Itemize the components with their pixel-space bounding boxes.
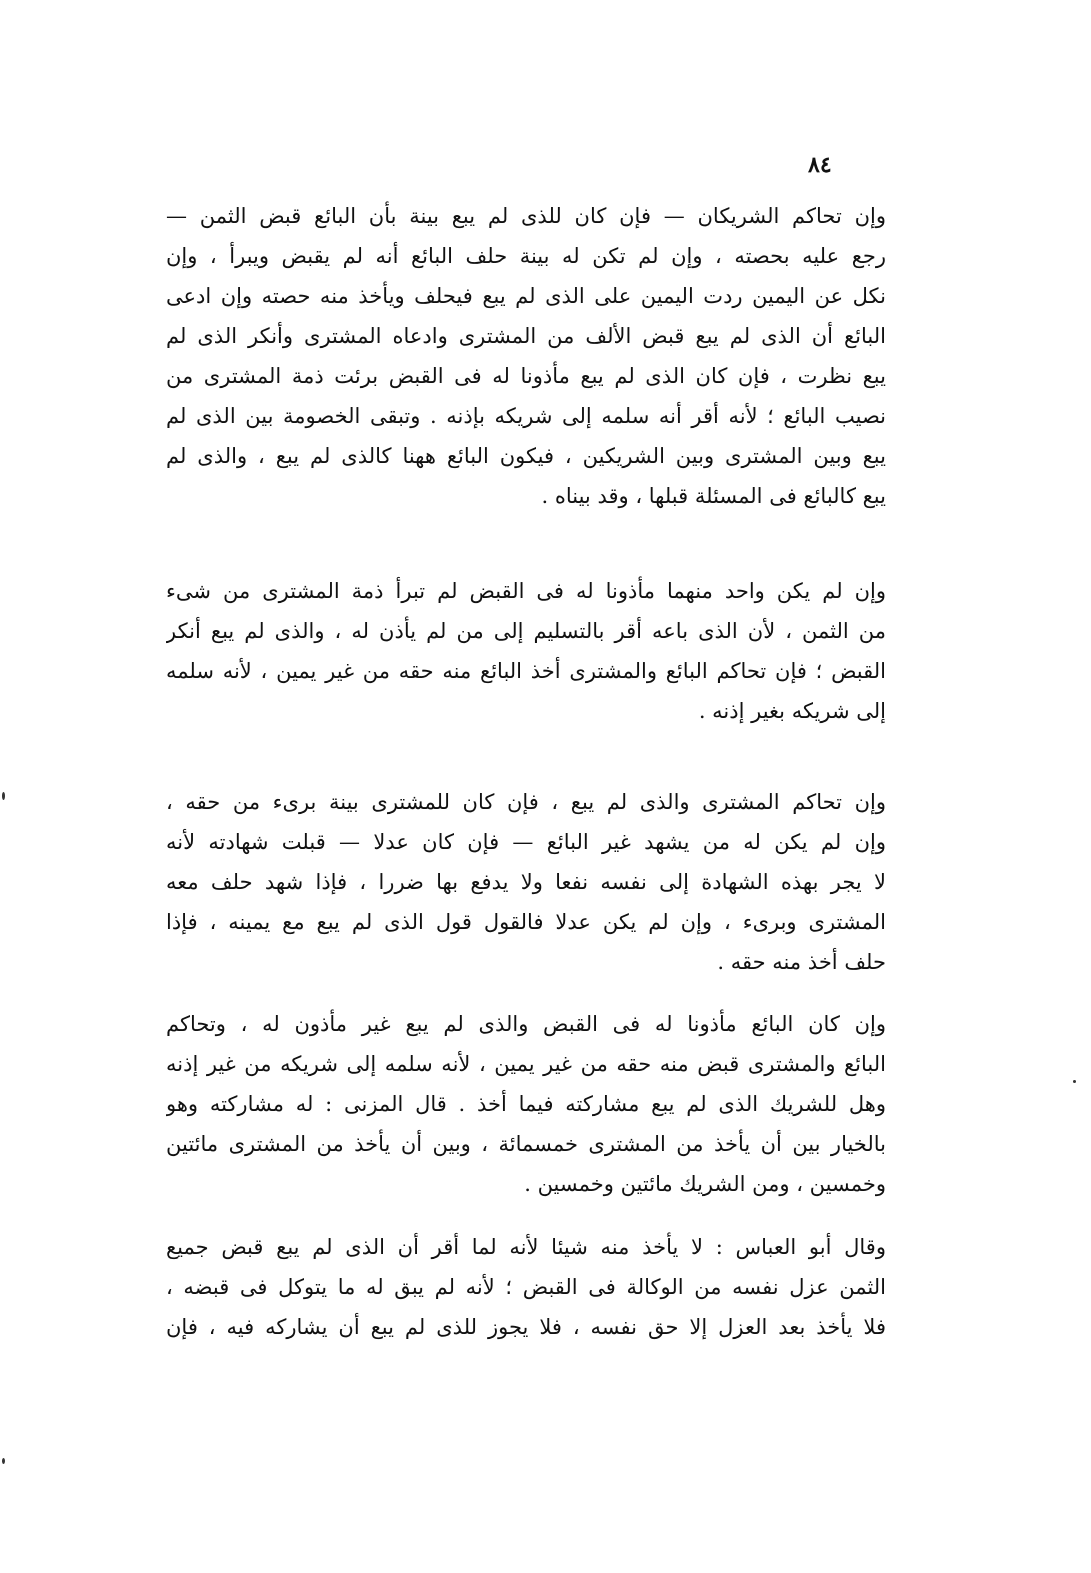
text-line: إلى شريكه بغير إذنه . [698, 699, 886, 723]
text-line: البائع أن الذى لم يبع قبض الألف من المشترى وادعاه المشترى وأنكر الذى لم [166, 324, 886, 348]
text-line: بالخيار بين أن يأخذ من المشترى خمسمائة ، وبين أن يأخذ من المشترى مائتين [166, 1132, 886, 1156]
text-line: يبع كالبائع فى المسئلة قبلها ، وقد بيناه . [541, 484, 886, 508]
text-line: وإن تحاكم الشريكان — فإن كان للذى لم يبع بينة بأن البائع قبض الثمن — [166, 204, 886, 228]
text-line: من الثمن ، لأن الذى باعه أقر بالتسليم إلى من لم يأذن له ، والذى لم يبع أنكر [166, 619, 886, 643]
text-line: وقال أبو العباس : لا يأخذ منه شيئا لأنه لما أقر أن الذى لم يبع قبض جميع [166, 1235, 886, 1259]
text-line: الثمن عزل نفسه من الوكالة فى القبض ؛ لأنه لم يبق له ما يتوكل فى قبضه ، [166, 1275, 886, 1299]
paragraph-2 [166, 571, 886, 731]
paragraph-4 [166, 1004, 886, 1204]
text-line: فلا يأخذ بعد العزل إلا حق نفسه ، فلا يجوز للذى لم يبع أن يشاركه فيه ، فإن [166, 1315, 886, 1339]
text-line: يبع وبين المشترى وبين الشريكين ، فيكون البائع ههنا كالذى لم يبع ، والذى لم [166, 444, 886, 468]
text-line: وإن لم يكن له من يشهد غير البائع — فإن كان عدلا — قبلت شهادته لأنه [166, 830, 886, 854]
text-line: وإن كان البائع مأذونا له فى القبض والذى لم يبع غير مأذون له ، وتحاكم [166, 1012, 886, 1036]
text-line: القبض ؛ فإن تحاكم البائع والمشترى أخذ البائع منه حقه من غير يمين ، لأنه سلمه [166, 659, 886, 683]
paragraph-3 [166, 782, 886, 982]
scan-speck [1073, 1080, 1076, 1083]
text-line: وخمسين ، ومن الشريك مائتين وخمسين . [524, 1172, 886, 1196]
text-line: لا يجر بهذه الشهادة إلى نفسه نفعا ولا يدفع بها ضررا ، فإذا شهد حلف معه [166, 870, 886, 894]
text-line: نصيب البائع ؛ لأنه أقر أنه سلمه إلى شريكه بإذنه . وتبقى الخصومة بين الذى لم [166, 404, 886, 428]
text-line: وإن تحاكم المشترى والذى لم يبع ، فإن كان للمشترى بينة برىء من حقه ، [166, 790, 886, 814]
text-line: وهل للشريك الذى لم يبع مشاركته فيما أخذ . قال المزنى : له مشاركته وهو [166, 1092, 886, 1116]
paragraph-1 [166, 196, 886, 516]
text-line: البائع والمشترى قبض منه حقه من غير يمين ، لأنه سلمه إلى شريكه من غير إذنه [166, 1052, 886, 1076]
text-line: نكل عن اليمين ردت اليمين على الذى لم يبع فيحلف ويأخذ منه حصته وإن ادعى [166, 284, 886, 308]
text-line: يبع نظرت ، فإن كان الذى لم يبع مأذونا له فى القبض برئت ذمة المشترى من [166, 364, 886, 388]
text-line: وإن لم يكن واحد منهما مأذونا له فى القبض لم تبرأ ذمة المشترى من شىء [166, 579, 886, 603]
scan-speck [2, 1458, 5, 1464]
scan-speck [2, 792, 5, 800]
page-number: ٨٤ [808, 152, 832, 178]
paragraph-5 [166, 1227, 886, 1347]
text-line: المشترى وبرىء ، وإن لم يكن عدلا فالقول قول الذى لم يبع مع يمينه ، فإذا [166, 910, 886, 934]
text-line: رجع عليه بحصته ، وإن لم تكن له بينة حلف البائع أنه لم يقبض ويبرأ ، وإن [166, 244, 886, 268]
text-line: حلف أخذ منه حقه . [717, 950, 886, 974]
